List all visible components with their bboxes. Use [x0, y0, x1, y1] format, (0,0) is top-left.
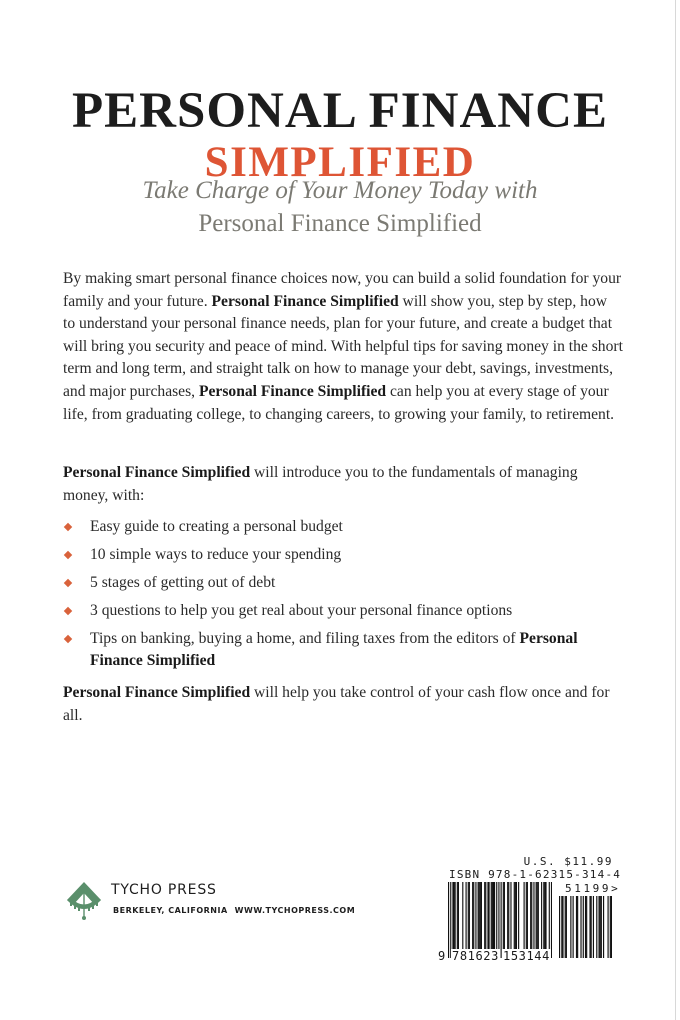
price-addon-barcode — [559, 896, 612, 958]
diamond-bullet-icon — [64, 606, 72, 614]
feature-text: 5 stages of getting out of debt — [90, 573, 276, 591]
barcode-block — [438, 852, 628, 964]
diamond-bullet-icon — [64, 634, 72, 642]
publisher-location: BERKELEY, CALIFORNIA — [113, 906, 228, 915]
diamond-bullet-icon — [64, 523, 72, 531]
diamond-bullet-icon — [64, 551, 72, 559]
feature-text: Easy guide to creating a personal budget — [90, 518, 343, 535]
subtitle-line-1: Take Charge of Your Money Today with — [142, 177, 538, 204]
publisher-name: TYCHO PRESS — [111, 882, 217, 898]
publisher-website: WWW.TYCHOPRESS.COM — [234, 906, 356, 915]
ean-right-digits: 153144 — [503, 949, 550, 963]
feature-list-item — [63, 544, 623, 567]
title-line-1: PERSONAL FINANCE — [72, 83, 608, 140]
publisher-imprint — [62, 878, 382, 922]
feature-list-item — [63, 572, 623, 595]
feature-list — [63, 516, 623, 678]
blurb-paragraph-3: Personal Finance Simplified will help you take control of your cash flow once and for all. — [63, 684, 610, 724]
feature-text: 3 questions to help you get real about your personal finance options — [90, 601, 513, 619]
blurb-paragraph-2: Personal Finance Simplified will introduce you to the fundamentals of managing money, with: — [63, 464, 578, 504]
ean-left-digits: 781623 — [452, 949, 499, 963]
blurb-paragraph-1: By making smart personal finance choices now, you can build a solid foundation for your family and your future. Personal Finance Simplified will show you, step by step, how to understand your personal finance needs, plan for your future, and create a budget that will bring you security and peace of mind. With helpful tips for saving money in the short term and long term, and straight talk on how to manage your debt, savings, investments, and major purchases, Personal Finance Simplified can help you at every stage of your life, from graduating college, to changing careers, to growing your family, to retirement. — [63, 270, 623, 423]
feature-list-item — [63, 516, 623, 539]
isbn-label: ISBN 978-1-62315-314-4 — [449, 868, 622, 881]
diamond-bullet-icon — [64, 579, 72, 587]
ean-barcode — [448, 882, 552, 958]
feature-list-item — [63, 600, 623, 623]
title-line-2: SIMPLIFIED — [204, 138, 476, 186]
price-label: U.S. $11.99 — [523, 855, 613, 868]
ean-first-digit: 9 — [438, 949, 446, 963]
publisher-details — [113, 906, 355, 915]
feature-list-item — [63, 628, 623, 673]
feature-text: Tips on banking, buying a home, and filing taxes from the editors of Personal Finance Simplified — [90, 629, 578, 670]
sextant-icon — [62, 878, 106, 922]
feature-text: 10 simple ways to reduce your spending — [90, 545, 342, 563]
price-addon-number: 51199> — [565, 882, 621, 895]
subtitle-line-2: Personal Finance Simplified — [198, 210, 482, 237]
